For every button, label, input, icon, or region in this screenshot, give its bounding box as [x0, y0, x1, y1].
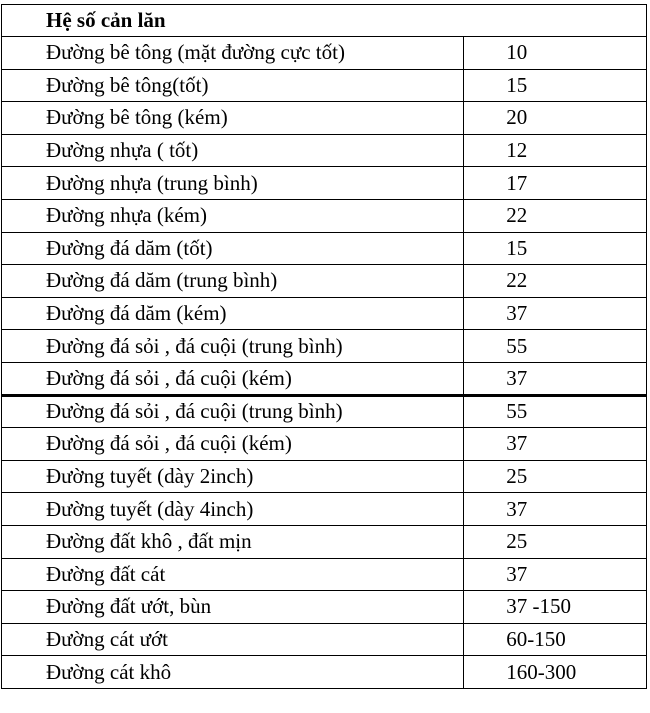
coefficient-cell: 37 — [464, 558, 647, 591]
coefficient-cell: 55 — [464, 330, 647, 363]
table-row — [2, 102, 647, 135]
table-row — [2, 558, 647, 591]
road-type-cell: Đường đất khô , đất mịn — [2, 525, 464, 558]
table-row — [2, 330, 647, 363]
road-type-cell: Đường bê tông (mặt đường cực tốt) — [2, 37, 464, 70]
table-title-row — [2, 5, 647, 37]
road-type-cell: Đường tuyết (dày 4inch) — [2, 493, 464, 526]
coefficient-cell: 37 — [464, 428, 647, 461]
table-row — [2, 395, 647, 428]
coefficient-cell: 15 — [464, 69, 647, 102]
table-row — [2, 656, 647, 689]
road-type-cell: Đường bê tông(tốt) — [2, 69, 464, 102]
road-type-cell: Đường đá dăm (kém) — [2, 297, 464, 330]
coefficient-cell: 25 — [464, 525, 647, 558]
coefficient-cell: 20 — [464, 102, 647, 135]
table-row — [2, 493, 647, 526]
table-row — [2, 199, 647, 232]
coefficient-cell: 37 — [464, 493, 647, 526]
table-title: Hệ số cản lăn — [2, 5, 647, 37]
road-type-cell: Đường đá dăm (tốt) — [2, 232, 464, 265]
coefficient-cell: 10 — [464, 37, 647, 70]
coefficient-cell: 160-300 — [464, 656, 647, 689]
road-type-cell: Đường nhựa ( tốt) — [2, 134, 464, 167]
table-row — [2, 37, 647, 70]
table-row — [2, 134, 647, 167]
coefficient-cell: 25 — [464, 460, 647, 493]
table-row — [2, 591, 647, 624]
coefficient-cell: 22 — [464, 199, 647, 232]
table-row — [2, 265, 647, 298]
road-type-cell: Đường cát khô — [2, 656, 464, 689]
road-type-cell: Đường nhựa (kém) — [2, 199, 464, 232]
table-row — [2, 167, 647, 200]
table-row — [2, 297, 647, 330]
coefficient-cell: 15 — [464, 232, 647, 265]
table-row — [2, 460, 647, 493]
coefficient-cell: 17 — [464, 167, 647, 200]
road-type-cell: Đường đá sỏi , đá cuội (trung bình) — [2, 330, 464, 363]
table-row — [2, 525, 647, 558]
table-row — [2, 428, 647, 461]
road-type-cell: Đường nhựa (trung bình) — [2, 167, 464, 200]
coefficient-cell: 37 — [464, 297, 647, 330]
coefficient-cell: 22 — [464, 265, 647, 298]
road-type-cell: Đường bê tông (kém) — [2, 102, 464, 135]
table-row — [2, 69, 647, 102]
road-type-cell: Đường đất cát — [2, 558, 464, 591]
road-type-cell: Đường đá sỏi , đá cuội (kém) — [2, 362, 464, 395]
road-type-cell: Đường đá dăm (trung bình) — [2, 265, 464, 298]
table-row — [2, 623, 647, 656]
road-type-cell: Đường cát ướt — [2, 623, 464, 656]
table-body — [2, 5, 647, 689]
coefficient-cell: 60-150 — [464, 623, 647, 656]
table-row — [2, 232, 647, 265]
coefficient-cell: 37 -150 — [464, 591, 647, 624]
document — [1, 4, 647, 689]
road-type-cell: Đường đá sỏi , đá cuội (kém) — [2, 428, 464, 461]
table-row — [2, 362, 647, 395]
coefficient-cell: 55 — [464, 395, 647, 428]
road-type-cell: Đường đá sỏi , đá cuội (trung bình) — [2, 395, 464, 428]
road-type-cell: Đường tuyết (dày 2inch) — [2, 460, 464, 493]
rolling-resistance-table — [1, 4, 647, 689]
coefficient-cell: 37 — [464, 362, 647, 395]
coefficient-cell: 12 — [464, 134, 647, 167]
road-type-cell: Đường đất ướt, bùn — [2, 591, 464, 624]
